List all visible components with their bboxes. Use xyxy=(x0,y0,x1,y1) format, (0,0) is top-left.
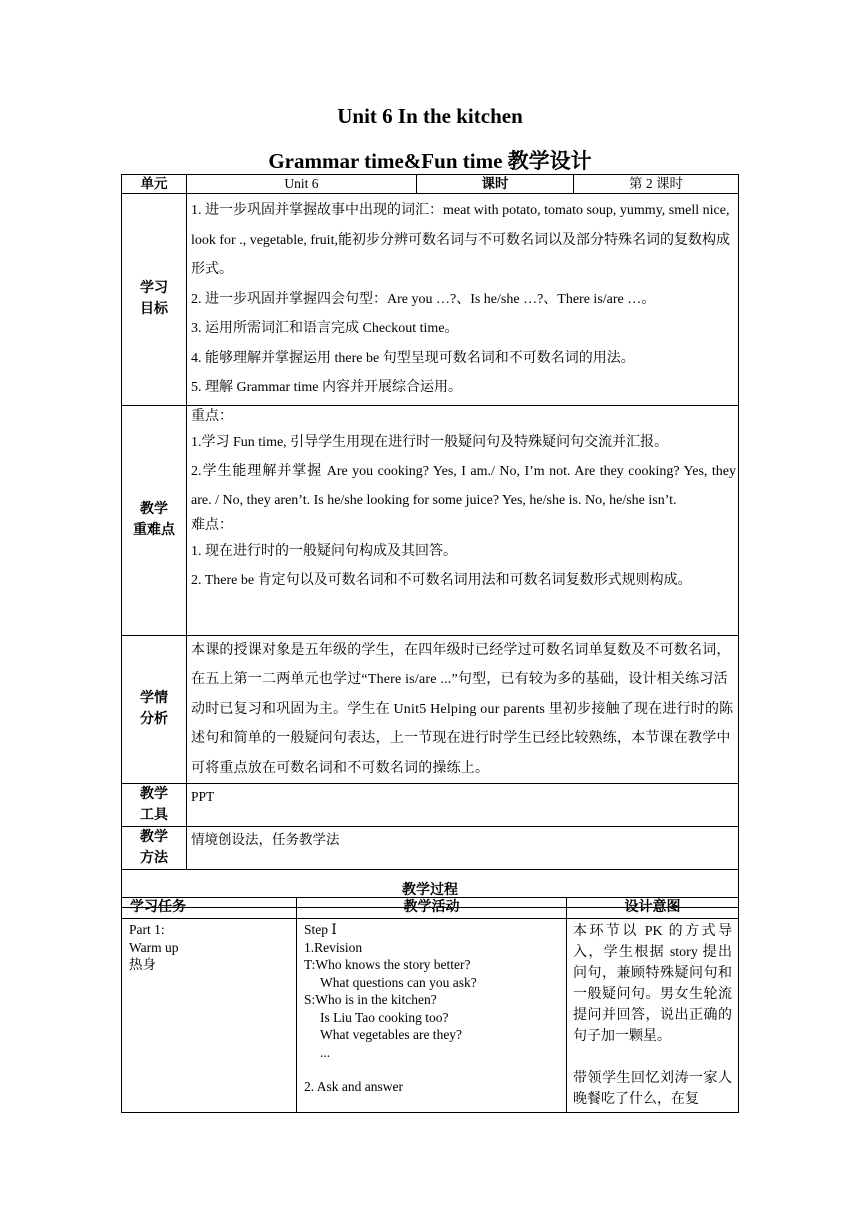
col-task-header: 学习任务 xyxy=(122,898,297,919)
activity-line: T:Who knows the story better? xyxy=(304,957,471,972)
unit-label: 单元 xyxy=(122,175,187,194)
step-label: Step Ⅰ xyxy=(304,922,337,937)
goals-label: 学习 目标 xyxy=(122,194,187,406)
activity-line: ... xyxy=(320,1044,331,1060)
task-line: Warm up xyxy=(129,939,179,955)
activity-line: What vegetables are they? xyxy=(320,1027,463,1042)
key-title: 重点： xyxy=(191,408,233,424)
difficulty-title: 难点： xyxy=(191,517,233,533)
tools-row xyxy=(122,784,739,827)
intent-text: 本环节以 PK 的方式导入，学生根据 story 提出问句，兼顾特殊疑问句和一般疑问句。男女生轮流提问并回答，说出正确的句子加一颗星。 xyxy=(573,924,732,1044)
tools-label: 教学 工具 xyxy=(122,784,187,827)
task-cell xyxy=(122,919,297,1113)
col-activity-header: 教学活动 xyxy=(297,898,567,919)
period-value: 第 2 课时 xyxy=(574,175,739,194)
process-table xyxy=(121,897,739,1113)
header-row xyxy=(122,175,739,194)
goal-item: 2. 进一步巩固并掌握四会句型：Are you …?、Is he/she …?、There is/are …。 xyxy=(191,291,656,307)
goal-item: 3. 运用所需词汇和语言完成 Checkout time。 xyxy=(191,321,459,336)
difficulty-item: 1. 现在进行时的一般疑问句构成及其回答。 xyxy=(191,543,457,559)
analysis-row xyxy=(122,635,739,784)
key-item: 1.学习 Fun time, 引导学生用现在进行时一般疑问句及特殊疑问句交流并汇报。 xyxy=(191,434,669,450)
goals-row xyxy=(122,194,739,406)
intent-cell xyxy=(567,919,739,1113)
period-label: 课时 xyxy=(417,175,574,194)
focus-label: 教学 重难点 xyxy=(122,405,187,635)
methods-value: 情境创设法，任务教学法 xyxy=(187,827,739,870)
document-title: Unit 6 In the kitchen xyxy=(337,104,523,128)
key-item: 2.学生能理解并掌握 Are you cooking? Yes, I am./ No, I’m not. Are they cooking? Yes, they are. / No, they aren’t. Is he/she looking for some juice? Yes, he/she is. No, he/she isn’t. xyxy=(191,463,736,508)
goal-item: 5. 理解 Grammar time 内容并开展综合运用。 xyxy=(191,380,463,395)
intent-text: 带领学生回忆刘涛一家人晚餐吃了什么，在复 xyxy=(573,1071,732,1107)
activity-line: What questions can you ask? xyxy=(320,974,477,990)
activity-line: S:Who is in the kitchen? xyxy=(304,992,437,1007)
focus-content xyxy=(187,405,739,635)
analysis-label: 学情 分析 xyxy=(122,635,187,784)
lesson-info-table xyxy=(121,174,739,908)
tools-value: PPT xyxy=(187,784,739,827)
process-title: 教学过程 xyxy=(122,870,739,908)
col-intent-header: 设计意图 xyxy=(567,898,739,919)
methods-row xyxy=(122,827,739,870)
process-row xyxy=(122,919,739,1113)
unit-value: Unit 6 xyxy=(187,175,417,194)
methods-label: 教学 方法 xyxy=(122,827,187,870)
goal-item: 1. 进一步巩固并掌握故事中出现的词汇：meat with potato, tomato soup, yummy, smell nice, look for ., vegetable, fruit,能初步分辨可数名词与不可数名词以及部分特殊名词的复数构成形式。 xyxy=(191,203,730,277)
document-subtitle: Grammar time&Fun time 教学设计 xyxy=(268,149,592,173)
activity-cell xyxy=(297,919,567,1113)
activity-line: 2. Ask and answer xyxy=(304,1079,403,1094)
analysis-content: 本课的授课对象是五年级的学生，在四年级时已经学过可数名词单复数及不可数名词，在五上第一二两单元也学过“There is/are ...”句型，已有较为多的基础，设计相关练习活动时已复习和巩固为主。学生在 Unit5 Helping our parents 里初步接触了现在进行时的陈述句和简单的一般疑问句表达，上一节现在进行时学生已经比较熟练，本节课在教学中可将重点放在可数名词和不可数名词的操练上。 xyxy=(187,635,739,784)
task-line: Part 1: xyxy=(129,922,165,937)
process-header-row xyxy=(122,898,739,919)
goal-item: 4. 能够理解并掌握运用 there be 句型呈现可数名词和不可数名词的用法。 xyxy=(191,350,635,366)
goals-content xyxy=(187,194,739,406)
activity-line: 1.Revision xyxy=(304,939,363,955)
difficulty-item: 2. There be 肯定句以及可数名词和不可数名词用法和可数名词复数形式规则构成。 xyxy=(191,572,692,588)
focus-row xyxy=(122,405,739,635)
activity-line: Is Liu Tao cooking too? xyxy=(320,1009,449,1025)
task-line: 热身 xyxy=(129,957,156,972)
